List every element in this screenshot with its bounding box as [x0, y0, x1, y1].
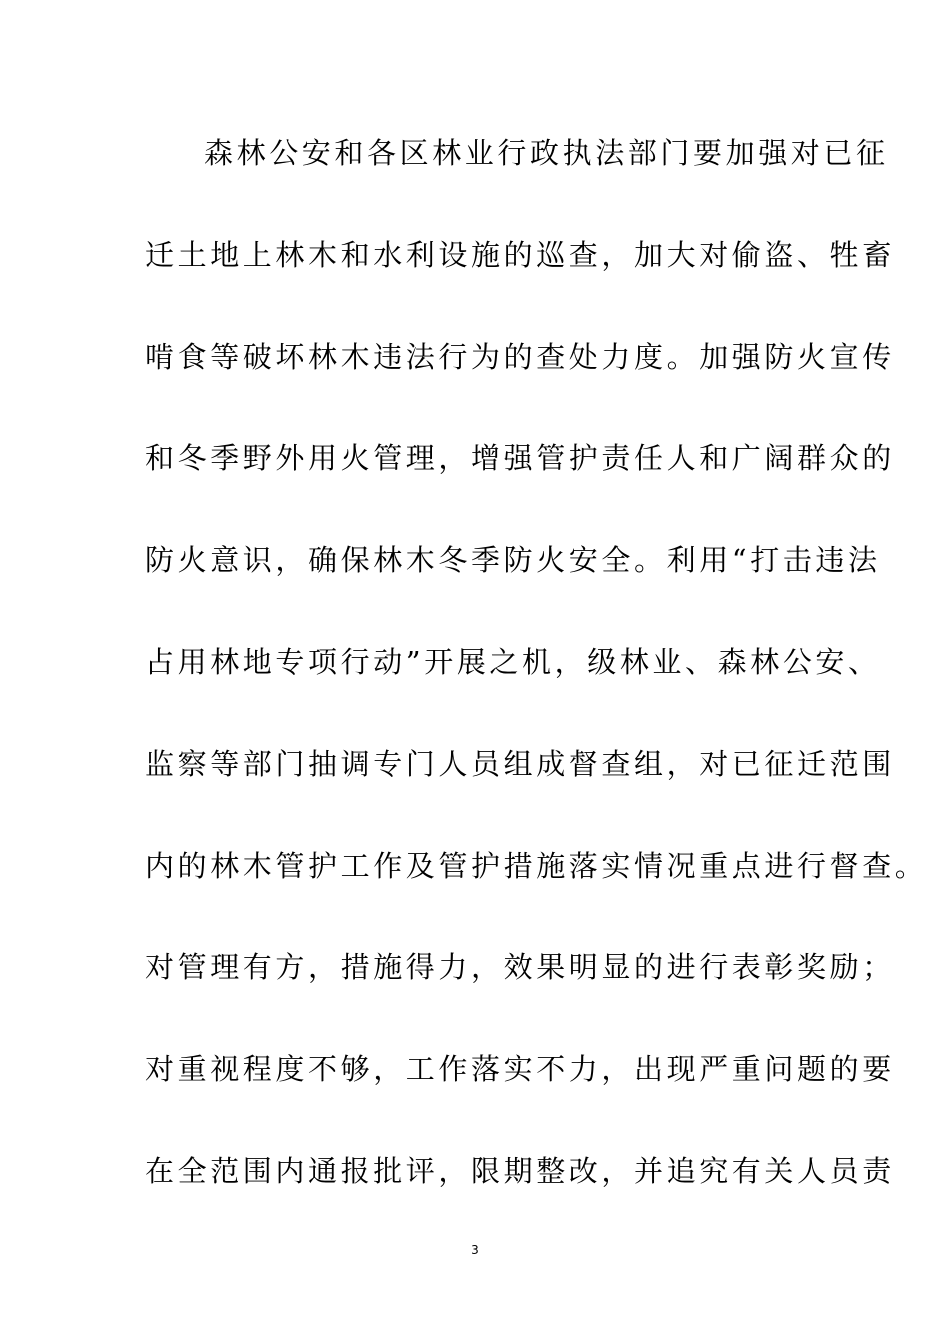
text-line-8: 内的林木管护工作及管护措施落实情况重点进行督查。 — [145, 848, 928, 883]
text-line-9: 对管理有方，措施得力，效果明显的进行表彰奖励； — [145, 950, 895, 985]
text-line-3: 啃食等破坏林木违法行为的查处力度。加强防火宣传 — [145, 339, 895, 374]
body-text — [145, 128, 928, 1248]
text-line-7: 监察等部门抽调专门人员组成督查组，对已征迁范围 — [145, 746, 895, 781]
text-line-1: 森林公安和各区林业行政执法部门要加强对已征 — [204, 136, 889, 170]
text-line-4: 和冬季野外用火管理，增强管护责任人和广阔群众的 — [145, 441, 895, 476]
text-line-2: 迁土地上林木和水利设施的巡查，加大对偷盗、牲畜 — [145, 237, 895, 272]
text-line-6: 占用林地专项行动”开展之机，级林业、森林公安、 — [145, 644, 881, 679]
text-line-10: 对重视程度不够，工作落实不力，出现严重问题的要 — [145, 1052, 895, 1087]
text-line-11: 在全范围内通报批评，限期整改，并追究有关人员责 — [145, 1153, 895, 1188]
page-number: 3 — [471, 1243, 479, 1257]
text-line-5: 防火意识，确保林木冬季防火安全。利用“打击违法 — [145, 543, 881, 578]
